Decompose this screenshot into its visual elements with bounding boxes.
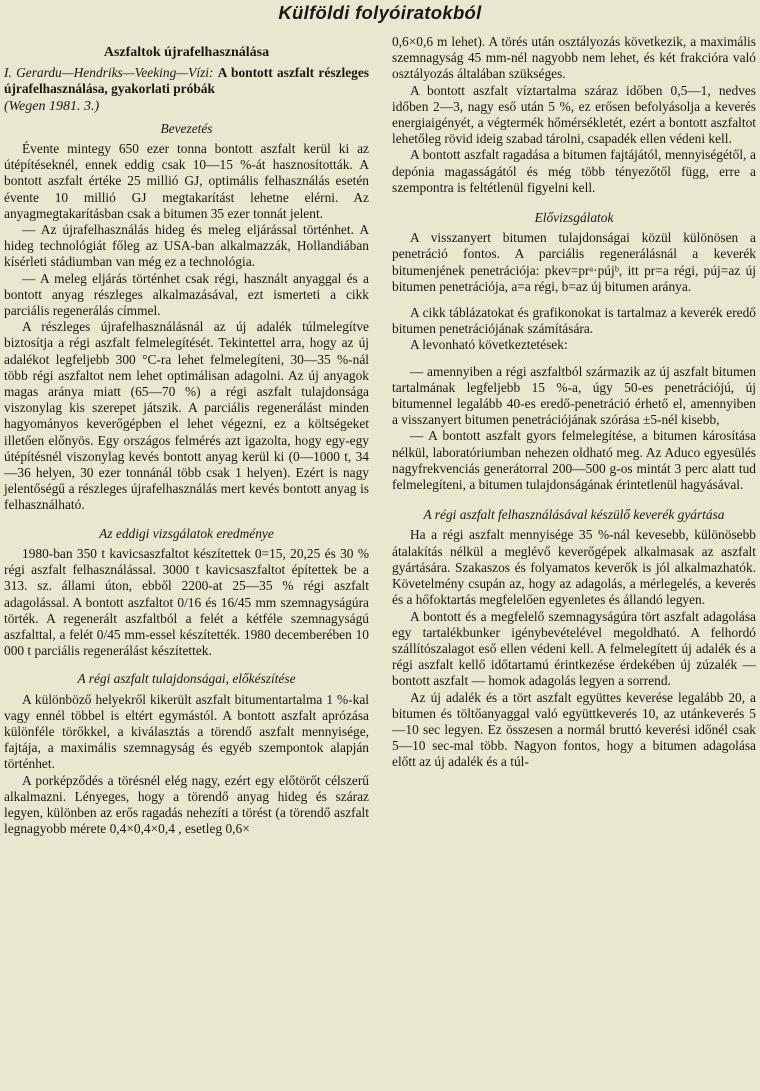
paragraph: A visszanyert bitumen tulajdonságai közül különösen a penetráció fontos. A parciális regenerálásnál a keverék bitumenjének penetrációja: pkev=prᵃ·pújᵇ, itt pr=a régi, púj=az új bitumen penetrációja, a=a régi, b=az új bitumen aránya.	[392, 230, 756, 294]
section-heading: Az eddigi vizsgálatok eredménye	[99, 525, 274, 541]
section-heading: A régi aszfalt felhasználásával készülő keverék gyártása	[423, 507, 725, 523]
paragraph: — amennyiben a régi aszfaltból származik az új aszfalt bitumen tartalmának legfeljebb 15 %-a, úgy 50-es penetrációjú, új bitumennel legalább 40-es eredő-penetráció érhető el, amennyiben a visszanyert bitumen penetrációjának szórása ±5-nél kisebb,	[392, 363, 756, 428]
page-header: Külföldi folyóiratokból	[278, 2, 482, 23]
reference-title: A bontott aszfalt részleges újrafelhasználása, gyakorlati próbák	[4, 65, 369, 97]
paragraph: — Az újrafelhasználás hideg és meleg eljárással történhet. A hideg technológiát főleg az USA-ban alkalmazzák, Hollandiában kísérleti stádiumban van még ez a technológia.	[4, 222, 369, 270]
paragraph: — A meleg eljárás történhet csak régi, használt anyaggal és a bontott anyag részleges alkalmazásával, ezt ismerteti a cikk parciális regenerálás címmel.	[4, 270, 369, 319]
article-source: (Wegen 1981. 3.)	[4, 98, 100, 114]
paragraph: A bontott aszfalt víztartalma száraz időben 0,5—1, nedves időben 2—3, nagy eső után 5 %, ez erősen befolyásolja a keverés energiaigényét, a végtermék hőmérsékletét, ezért a bontott aszfaltot lehetőleg rövid ideig szabad tárolni, csapadék ellen védeni kell.	[392, 82, 756, 147]
section-heading: Elővizsgálatok	[534, 210, 614, 226]
article-reference	[4, 65, 369, 97]
paragraph: A cikk táblázatokat és grafikonokat is tartalmaz a keverék eredő bitumen penetrációjának számítására.	[392, 305, 756, 337]
paragraph: 0,6×0,6 m lehet). A törés után osztályozás következik, a maximális szemnagyság 45 mm-nél nagyobb nem lehet, és két frakcióra való osztályozás általában szükséges.	[392, 34, 756, 82]
paragraph: A bontott aszfalt ragadása a bitumen fajtájától, mennyiségétől, a depónia magasságától és még több tényezőtől függ, erre a szempontra is feltétlenül figyelni kell.	[392, 147, 756, 195]
reference-authors: I. Gerardu—Hendriks—Veeking—Vízi:	[4, 65, 214, 81]
paragraph: A porképződés a törésnél elég nagy, ezért egy előtörőt célszerű alkalmazni. Lényeges, hogy a törendő anyag hideg és száraz legyen, különben az erős ragadás nehezíti a törést (a törendő aszfalt legnagyobb mérete 0,4×0,4×0,4 , esetleg 0,6×	[4, 772, 369, 837]
article-title: Aszfaltok újrafelhasználása	[103, 45, 270, 60]
paragraph: Ha a régi aszfalt mennyisége 35 %-nál kevesebb, különösebb átalakítás nélkül a meglévő keverőgépek alkalmasak az aszfalt gyártására. Szakaszos és folyamatos keverők is jól alkalmazhatók. Követelmény csupán az, hogy az adagolás, a mérlegelés, a keverés és a hőfoktartás megfelelően egyenletes és állandó legyen.	[392, 527, 756, 608]
section-heading: Bevezetés	[160, 120, 213, 136]
paragraph: A különböző helyekről kikerült aszfalt bitumentartalma 1 %-kal vagy ennél többel is eltért egymástól. A bontott aszfalt aprózása különféle törőkkel, a kiválasztás a törendő aszfalt mennyisége, fajtája, a maximális szemnagyság és egyéb szempontok alapján történhet.	[4, 691, 369, 772]
paragraph: Évente mintegy 650 ezer tonna bontott aszfalt kerül ki az útépítéseknél, ennek eddig csak 10—15 %-át hasznosították. A bontott aszfalt értéke 25 millió GJ, optimális felhasználás esetén évente 10 millió GJ megtakarítást lehetne elérni. Az anyagmegtakarításban csak a bitumen 35 ezer tonnát jelent.	[4, 141, 369, 221]
right-column	[392, 34, 756, 771]
left-column	[4, 34, 369, 837]
paragraph: A bontott és a megfelelő szemnagyságúra tört aszfalt adagolása egy tartalékbunker igénybevételével megoldható. A felhordó szállítószalagot eső ellen védeni kell. A felmelegített új adalék és a régi aszfalt kellő időtartamú érintkezése érdekében új zúzalék — bontott aszfalt — homok adagolás legyen a sorrend.	[392, 608, 756, 689]
paragraph: 1980-ban 350 t kavicsaszfaltot készítettek 0=15, 20,25 és 30 % régi aszfalt felhasználással. 3000 t kavicsaszfaltot építettek be a 313. sz. állami úton, ebből 2200-at 25—35 % régi aszfalt adagolással. A bontott aszfaltot 0/16 és 16/45 mm szemnagyságúra törték. A regenerált aszfaltból a felét a kétféle szemnagyságú aszfalttal, a felét 0/45 mm-essel készítették. 1980 decemberében 10 000 t parciális regenerálást készítettek.	[4, 545, 369, 659]
section-heading: A régi aszfalt tulajdonságai, előkészítése	[77, 671, 296, 687]
paragraph: A levonható következtetések:	[410, 337, 568, 353]
paragraph: — A bontott aszfalt gyors felmelegítése, a bitumen károsítása nélkül, laboratóriumban nehezen oldható meg. Az Aduco egyesülés nagyfrekvenciás generátorral 200—500 g-os mintát 3 perc alatt tud felmelegíteni, a bitumen tulajdonságának érintetlenül hagyásával.	[392, 428, 756, 493]
paragraph: A részleges újrafelhasználásnál az új adalék túlmelegítve biztosítja a régi aszfalt felmelegítését. Tekintettel arra, hogy az új adalékot legfeljebb 300 °C-ra lehet felmelegíteni, 30—35 %-nál több régi aszfaltot nem lehet optimálisan adagolni. Az új anyagok magas aránya miatt (65—70 %) a régi aszfalt tulajdonsága viszonylag kis szerepet játszik. A parciális regenerálást minden hagyományos keverőgépben el lehet végezni, ez a költségeket illetően előnyös. Egy országos felmérés azt igazolta, hogy egy-egy útépítésnél viszonylag kevés bontott anyag kerül ki (0—1000 t, 34—36 helyen, 30 ezer tonnánál több csak 1 helyen). Ezért is nagy jelentőségű a részleges újrafelhasználás mert kevés bontott anyag is felhasználható.	[4, 319, 369, 513]
paragraph: Az új adalék és a tört aszfalt együttes keverése legalább 20, a bitumen és töltőanyaggal való együttkeverés 10, az utánkeverés 5—10 sec legyen. Ez összesen a normál bruttó keverési időnél csak 5—10 sec-mal több. Nagyon fontos, hogy a bitumen adagolása előtt az új adalék és a túl-	[392, 689, 756, 770]
